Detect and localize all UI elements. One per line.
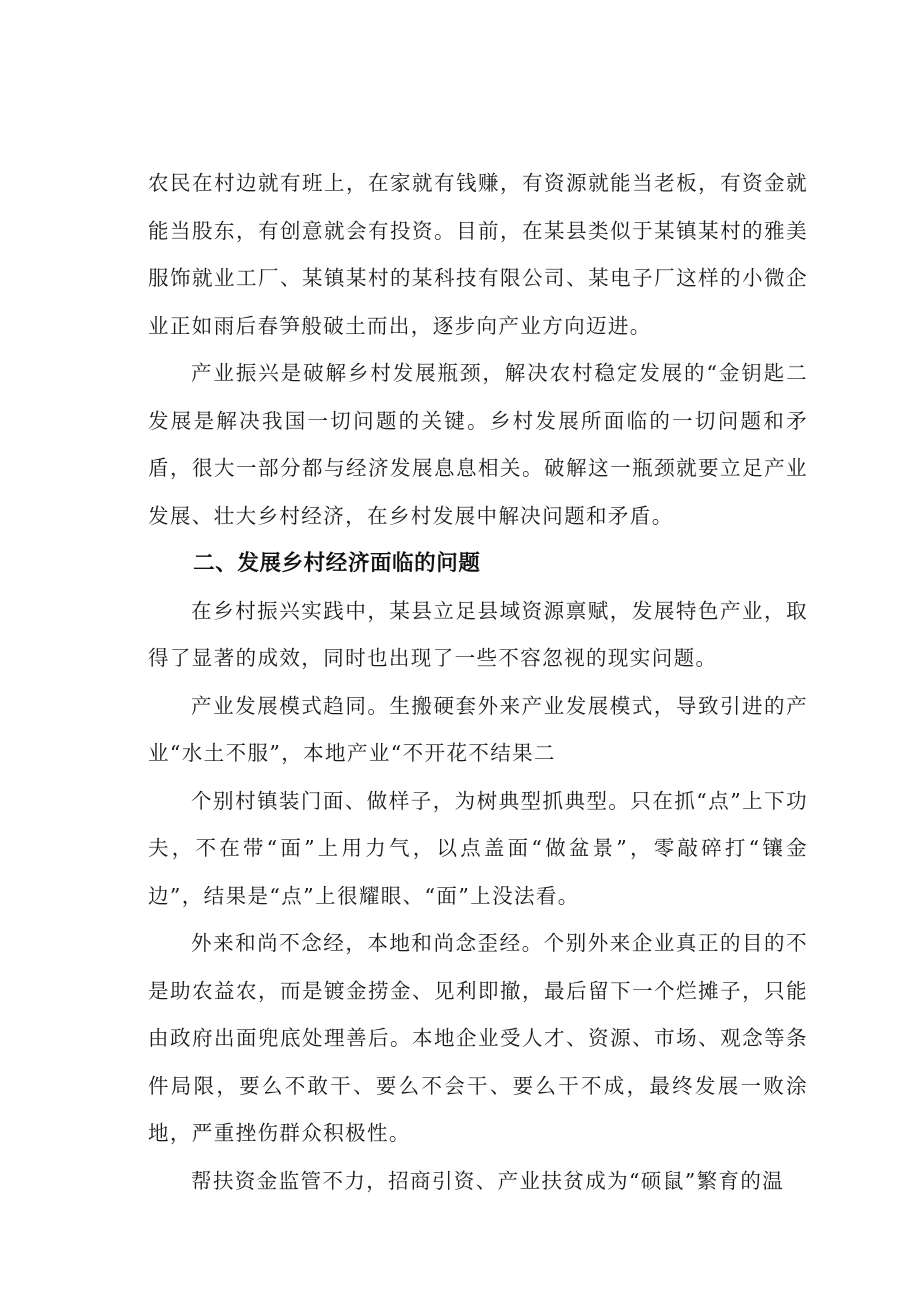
paragraph-practice-intro: 在乡村振兴实践中，某县立足县域资源禀赋，发展特色产业，取得了显著的成效，同时也出现了一些不容忽视的现实问题。 xyxy=(148,598,808,670)
paragraph-enterprise-problem: 外来和尚不念经，本地和尚念歪经。个别外来企业真正的目的不是助农益农，而是镀金捞金、见利即撤，最后留下一个烂摊子，只能由政府出面兜底处理善后。本地企业受人才、资源、市场、观念等条件局限，要么不敢干、要么不会干、要么干不成，最终发展一败涂地，严重挫伤群众积极性。 xyxy=(148,931,808,1145)
paragraph-industry-revitalization: 产业振兴是破解乡村发展瓶颈，解决农村稳定发展的“金钥匙二发展是解决我国一切问题的关键。乡村发展所面临的一切问题和矛盾，很大一部分都与经济发展息息相关。破解这一瓶颈就要立足产业发展、壮大乡村经济，在乡村发展中解决问题和矛盾。 xyxy=(148,361,808,528)
paragraph-model-convergence: 产业发展模式趋同。生搬硬套外来产业发展模式，导致引进的产业“水土不服”，本地产业“不开花不结果二 xyxy=(148,693,808,765)
paragraph-continuation: 农民在村边就有班上，在家就有钱赚，有资源就能当老板，有资金就能当股东，有创意就会有投资。目前，在某县类似于某镇某村的雅美服饰就业工厂、某镇某村的某科技有限公司、某电子厂这样的小微企业正如雨后春笋般破土而出，逐步向产业方向迈进。 xyxy=(148,171,808,338)
paragraph-fund-supervision: 帮扶资金监管不力，招商引资、产业扶贫成为“硕鼠”繁育的温 xyxy=(191,1168,785,1193)
section-heading: 二、发展乡村经济面临的问题 xyxy=(193,551,481,576)
paragraph-showcase-problem: 个别村镇装门面、做样子，为树典型抓典型。只在抓“点”上下功夫，不在带“面”上用力气，以点盖面“做盆景”，零敲碎打“镶金边”，结果是“点”上很耀眼、“面”上没法看。 xyxy=(148,788,808,908)
document-body xyxy=(148,160,808,1205)
